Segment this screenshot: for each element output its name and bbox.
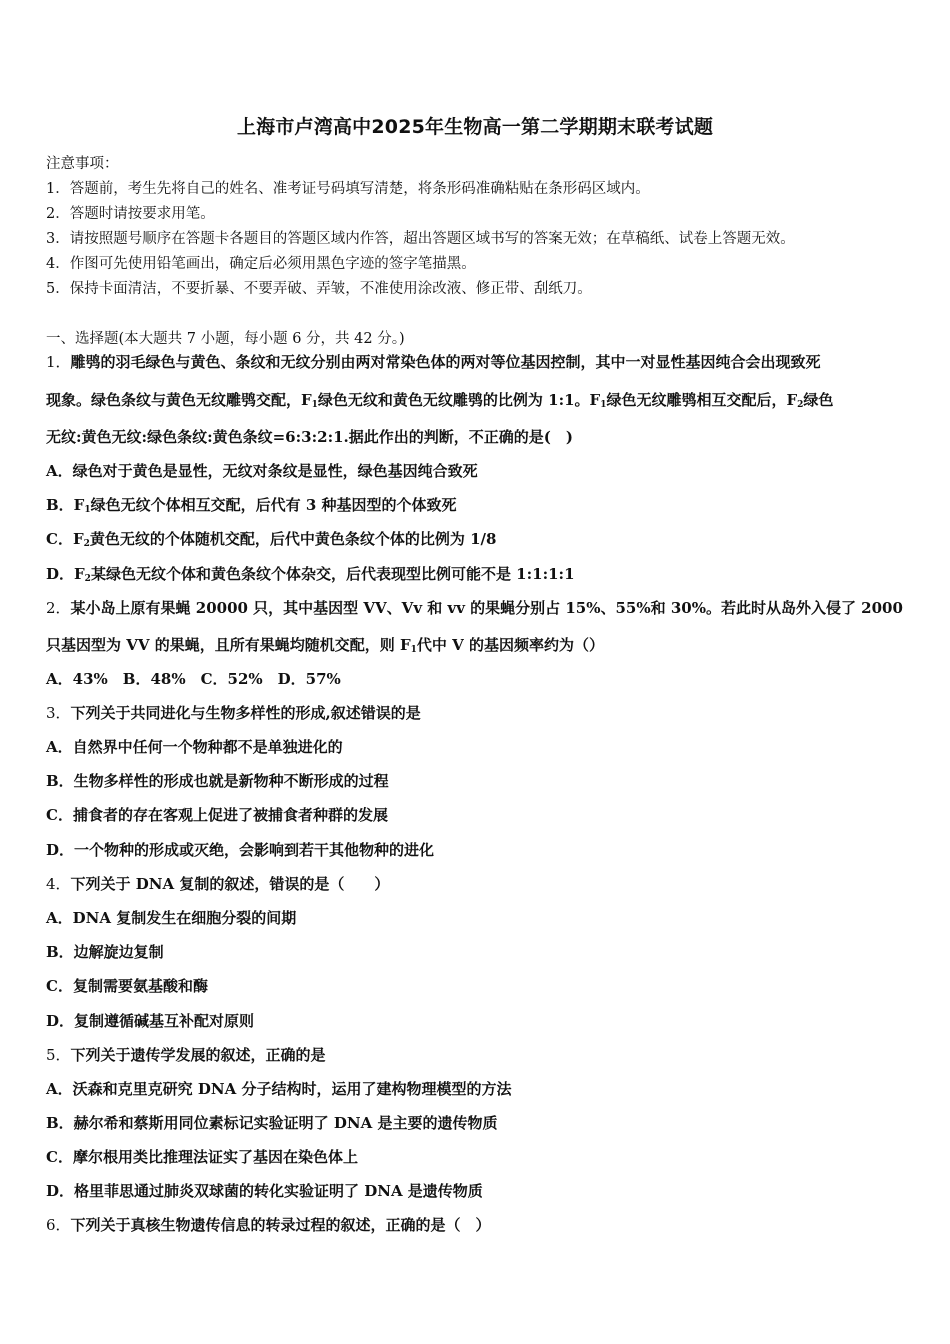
question-5-option-b[interactable]: B．赫尔希和蔡斯用同位素标记实验证明了 DNA 是主要的遗传物质	[46, 1114, 498, 1132]
question-1-stem-line2: 现象。绿色条纹与黄色无纹雕鸮交配，$F_1$绿色无纹和黄色无纹雕鸮的比例为 1:1。$F_1$绿色无纹雕鸮相互交配后，$F_2$绿色	[46, 391, 834, 410]
question-5-option-c[interactable]: C．摩尔根用类比推理法证实了基因在染色体上	[46, 1148, 358, 1166]
question-3-option-d[interactable]: D．一个物种的形成或灭绝，会影响到若干其他物种的进化	[46, 841, 435, 859]
notice-item: 1．答题前，考生先将自己的姓名、准考证号码填写清楚，将条形码准确粘贴在条形码区域内。	[46, 181, 650, 197]
question-4-option-c[interactable]: C．复制需要氨基酸和酶	[46, 977, 208, 995]
question-number: 6．	[46, 1216, 71, 1234]
question-1-stem-line3: 无纹:黄色无纹:绿色条纹:黄色条纹=6:3:2:1.据此作出的判断，不正确的是( )	[46, 428, 573, 446]
question-number: 3．	[46, 704, 71, 722]
question-1-option-d[interactable]: D．$F_2$某绿色无纹个体和黄色条纹个体杂交，后代表现型比例可能不是 1:1:1:1	[46, 565, 575, 584]
section-heading: 一、选择题(本大题共 7 小题，每小题 6 分，共 42 分。)	[46, 331, 405, 347]
question-number: 4．	[46, 875, 71, 893]
question-number: 2．	[46, 599, 71, 617]
question-4-option-d[interactable]: D．复制遵循碱基互补配对原则	[46, 1012, 255, 1030]
question-number: 1．	[46, 353, 71, 371]
notice-item: 4．作图可先使用铅笔画出，确定后必须用黑色字迹的签字笔描黑。	[46, 256, 476, 272]
question-1-option-c[interactable]: C．$F_2$黄色无纹的个体随机交配，后代中黄色条纹个体的比例为 1/8	[46, 530, 497, 549]
question-5-option-d[interactable]: D．格里菲思通过肺炎双球菌的转化实验证明了 DNA 是遗传物质	[46, 1182, 483, 1200]
question-4-stem: 4．下列关于 DNA 复制的叙述，错误的是（ ）	[46, 875, 390, 893]
question-1-stem: 1．雕鸮的羽毛绿色与黄色、条纹和无纹分别由两对常染色体的两对等位基因控制，其中一对显性基因纯合会出现致死	[46, 353, 821, 371]
page-title: 上海市卢湾高中2025年生物高一第二学期期末联考试题	[236, 116, 714, 138]
notice-item: 5．保持卡面清洁，不要折暴、不要弄破、弄皱，不准使用涂改液、修正带、刮纸刀。	[46, 281, 592, 297]
question-2-stem: 2．某小岛上原有果蝇 20000 只，其中基因型 VV、Vv 和 vv 的果蝇分别占 15%、55%和 30%。若此时从岛外入侵了 2000	[46, 599, 903, 617]
notice-heading: 注意事项：	[46, 156, 119, 172]
question-1-option-a[interactable]: A．绿色对于黄色是显性，无纹对条纹是显性，绿色基因纯合致死	[46, 462, 478, 480]
question-3-option-b[interactable]: B．生物多样性的形成也就是新物种不断形成的过程	[46, 772, 389, 790]
question-3-stem: 3．下列关于共同进化与生物多样性的形成,叙述错误的是	[46, 704, 421, 722]
question-1-option-b[interactable]: B．$F_1$绿色无纹个体相互交配，后代有 3 种基因型的个体致死	[46, 496, 457, 515]
question-5-option-a[interactable]: A．沃森和克里克研究 DNA 分子结构时，运用了建构物理模型的方法	[46, 1080, 512, 1098]
question-number: 5．	[46, 1046, 71, 1064]
question-4-option-a[interactable]: A．DNA 复制发生在细胞分裂的间期	[46, 909, 297, 927]
question-6-stem: 6．下列关于真核生物遗传信息的转录过程的叙述，正确的是（ ）	[46, 1216, 491, 1234]
question-3-option-c[interactable]: C．捕食者的存在客观上促进了被捕食者种群的发展	[46, 806, 388, 824]
question-3-option-a[interactable]: A．自然界中任何一个物种都不是单独进化的	[46, 738, 343, 756]
question-4-option-b[interactable]: B．边解旋边复制	[46, 943, 164, 961]
question-2-options[interactable]: A．43% B．48% C．52% D．57%	[46, 670, 341, 688]
question-5-stem: 5．下列关于遗传学发展的叙述，正确的是	[46, 1046, 326, 1064]
notice-item: 2．答题时请按要求用笔。	[46, 206, 215, 222]
question-2-stem-line2: 只基因型为 VV 的果蝇，且所有果蝇均随机交配，则 $F_1$代中 V 的基因频率约为（）	[46, 636, 604, 655]
notice-item: 3．请按照题号顺序在答题卡各题目的答题区域内作答，超出答题区域书写的答案无效；在草稿纸、试卷上答题无效。	[46, 231, 795, 247]
